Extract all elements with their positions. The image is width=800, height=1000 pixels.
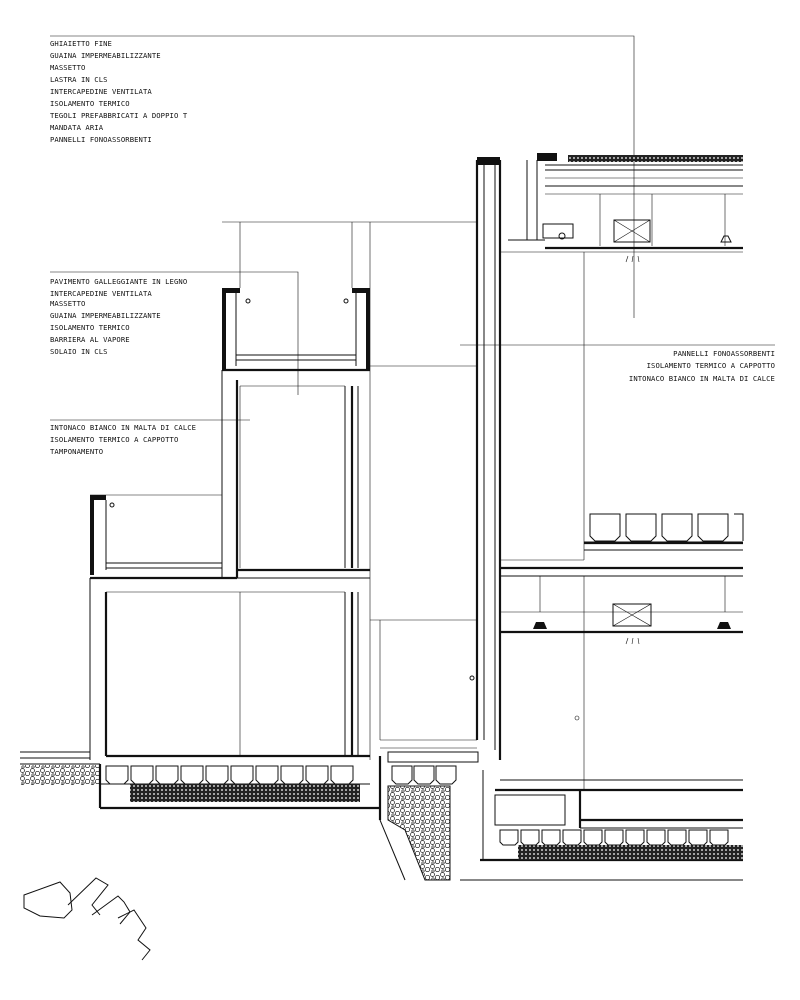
interior-layer-2: ISOLAMENTO TERMICO A CAPPOTTO — [646, 361, 775, 370]
floor-layer-4: GUAINA IMPERMEABILIZZANTE — [50, 311, 161, 320]
roof-layer-3: MASSETTO — [50, 63, 86, 72]
interior-layer-1: PANNELLI FONOASSORBENTI — [673, 349, 775, 358]
floor-layer-2: INTERCAPEDINE VENTILATA — [50, 289, 152, 298]
floor-layer-6: BARRIERA AL VAPORE — [50, 335, 130, 344]
callout-roof — [50, 39, 188, 144]
roof-layer-8: MANDATA ARIA — [50, 123, 104, 132]
wall-layer-3: TAMPONAMENTO — [50, 447, 104, 456]
seating-upper — [584, 514, 743, 542]
interior-layer-3: INTONACO BIANCO IN MALTA DI CALCE — [628, 374, 775, 383]
floor-layer-1: PAVIMENTO GALLEGGIANTE IN LEGNO — [50, 277, 188, 286]
middle-volume — [222, 222, 477, 760]
wall-layer-1: INTONACO BIANCO IN MALTA DI CALCE — [50, 423, 197, 432]
structure-walls — [460, 160, 743, 880]
roof-layer-2: GUAINA IMPERMEABILIZZANTE — [50, 51, 161, 60]
roof-assembly — [477, 153, 743, 262]
floor-layer-5: ISOLAMENTO TERMICO — [50, 323, 130, 332]
left-volume — [90, 495, 477, 760]
wall-layer-2: ISOLAMENTO TERMICO A CAPPOTTO — [50, 435, 179, 444]
callout-floor — [50, 277, 187, 356]
roof-layer-5: INTERCAPEDINE VENTILATA — [50, 87, 152, 96]
floor-layer-3: MASSETTO — [50, 299, 86, 308]
roof-layer-1: GHIAIETTO FINE — [50, 39, 112, 48]
callout-interior — [629, 349, 775, 383]
roof-layer-4: LASTRA IN CLS — [50, 75, 108, 84]
roof-layer-7: TEGOLI PREFABBRICATI A DOPPIO T — [50, 111, 188, 120]
callout-wall — [50, 423, 196, 456]
roof-layer-9: PANNELLI FONOASSORBENTI — [50, 135, 152, 144]
floor-layer-7: SOLAIO IN CLS — [50, 347, 108, 356]
key-plan-sketch — [24, 878, 150, 960]
roof-layer-6: ISOLAMENTO TERMICO — [50, 99, 130, 108]
